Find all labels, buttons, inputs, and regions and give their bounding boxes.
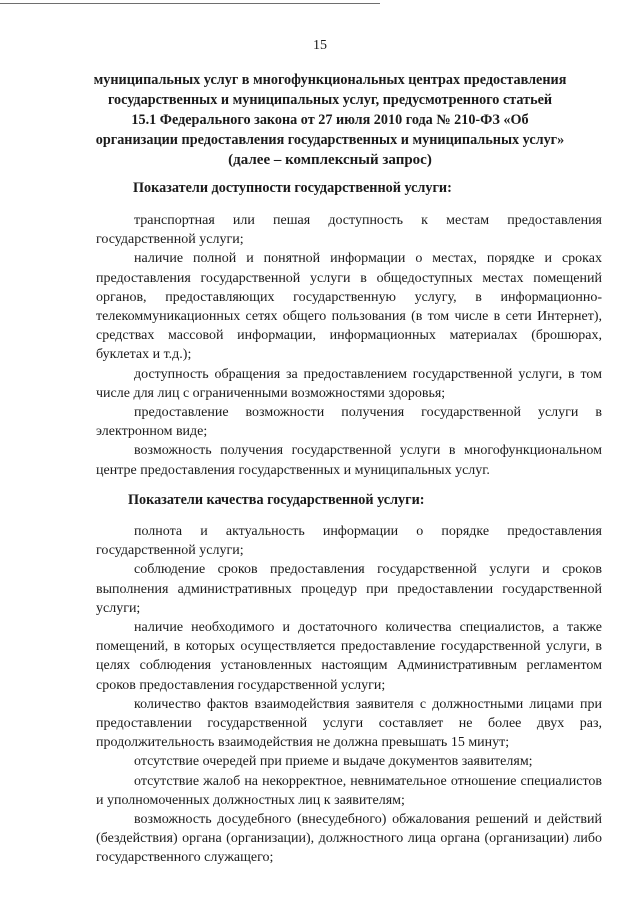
availability-item: возможность получения государственной услуги в многофункциональном центре предоставления государственных и муниципальных услуг.	[96, 443, 602, 478]
quality-item: полнота и актуальность информации о порядке предоставления государственной услуги;	[96, 524, 602, 559]
quality-list	[96, 522, 602, 868]
availability-list	[96, 211, 602, 480]
availability-item: предоставление возможности получения государственной услуги в электронном виде;	[96, 405, 602, 440]
quality-item: отсутствие жалоб на некорректное, невнимательное отношение специалистов и уполномоченных должностных лиц к заявителям;	[96, 773, 602, 808]
availability-item: доступность обращения за предоставлением государственной услуги, в том числе для лиц с ограниченными возможностями здоровья;	[96, 366, 602, 401]
quality-item: количество фактов взаимодействия заявителя с должностными лицами при предоставлении государственной услуги составляет не более двух раз, продолжительность взаимодействия не должна превышать 15 минут;	[96, 696, 602, 751]
quality-item: наличие необходимого и достаточного количества специалистов, а также помещений, в которых осуществляется предоставление государственной услуги, в целях соблюдения установленных настоящим Административным регламентом сроков предоставления государственной услуги;	[96, 620, 602, 693]
quality-heading: Показатели качества государственной услуги:	[128, 492, 425, 508]
header-line: муниципальных услуг в многофункциональных центрах предоставления	[93, 72, 567, 88]
header-line: организации предоставления государственных и муниципальных услуг»	[95, 132, 565, 148]
quality-item: отсутствие очередей при приеме и выдаче документов заявителям;	[134, 754, 533, 770]
quality-item: соблюдение сроков предоставления государственной услуги и сроков выполнения административных процедур при предоставлении государственной услуги;	[96, 562, 602, 616]
document-header	[60, 70, 600, 170]
header-line: государственных и муниципальных услуг, предусмотренного статьей	[107, 92, 553, 108]
page-number: 15	[313, 38, 327, 53]
header-line: 15.1 Федерального закона от 27 июля 2010 года № 210-ФЗ «Об	[131, 112, 529, 128]
quality-item: возможность досудебного (внесудебного) обжалования решений и действий (бездействия) органа (организации), должностного лица органа (организации) либо государственного служащего;	[96, 812, 602, 866]
availability-heading: Показатели доступности государственной услуги:	[133, 180, 452, 196]
availability-item: транспортная или пешая доступность к местам предоставления государственной услуги;	[96, 213, 602, 248]
header-line: (далее – комплексный запрос)	[228, 152, 432, 168]
top-border-line	[0, 3, 380, 4]
availability-item: наличие полной и понятной информации о местах, порядке и сроках предоставления государственной услуги в общедоступных местах помещений органов, предоставляющих государственную услугу, в информационно-телекоммуникационных сетях общего пользования (в том числе в сети Интернет), средствах массовой информации, информационных материалах (брошюрах, буклетах и т.д.);	[96, 251, 602, 363]
